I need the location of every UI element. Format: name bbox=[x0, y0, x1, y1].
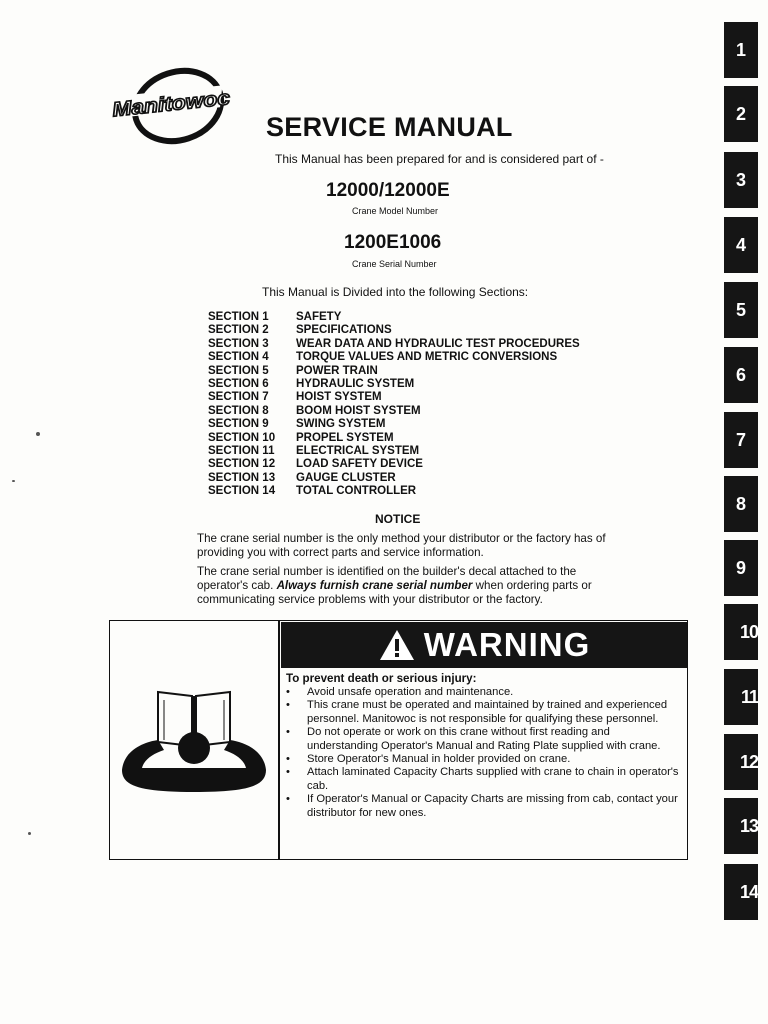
model-number-caption: Crane Model Number bbox=[352, 206, 439, 216]
warning-header bbox=[281, 622, 687, 668]
section-number: SECTION 3 bbox=[208, 337, 269, 350]
section-number: SECTION 14 bbox=[208, 485, 276, 498]
section-name: TORQUE VALUES AND METRIC CONVERSIONS bbox=[296, 351, 558, 364]
warning-item: • Avoid unsafe operation and maintenance. bbox=[286, 686, 682, 699]
section-row bbox=[208, 324, 580, 337]
warning-divider bbox=[278, 620, 280, 860]
section-name: LOAD SAFETY DEVICE bbox=[296, 458, 423, 471]
section-row bbox=[208, 351, 580, 364]
warning-heading: WARNING bbox=[423, 626, 591, 663]
section-name: SWING SYSTEM bbox=[296, 418, 386, 431]
section-row bbox=[208, 405, 580, 418]
warning-item: • Do not operate or work on this crane without first reading and understanding Operator's Manual and Rating Plate supplied with crane. bbox=[286, 726, 682, 753]
warning-item: • Attach laminated Capacity Charts supplied with crane to chain in operator's cab. bbox=[286, 766, 682, 793]
section-number: SECTION 7 bbox=[208, 391, 269, 404]
section-number: SECTION 4 bbox=[208, 351, 269, 364]
index-tab-14[interactable]: 14 bbox=[724, 864, 758, 920]
section-row bbox=[208, 458, 580, 471]
section-name: PROPEL SYSTEM bbox=[296, 431, 394, 444]
section-row bbox=[208, 378, 580, 391]
intro-text: This Manual has been prepared for and is considered part of - bbox=[275, 152, 604, 166]
section-number: SECTION 13 bbox=[208, 471, 276, 484]
manitowoc-logo bbox=[104, 66, 236, 148]
warning-triangle-icon bbox=[378, 628, 416, 662]
section-number: SECTION 10 bbox=[208, 431, 276, 444]
sections-intro: This Manual is Divided into the following Sections: bbox=[262, 285, 529, 299]
section-row bbox=[208, 445, 580, 458]
section-number: SECTION 2 bbox=[208, 324, 269, 337]
notice-emphasis: Always furnish crane serial number bbox=[276, 579, 473, 592]
section-number: SECTION 6 bbox=[208, 377, 269, 390]
serial-number-caption: Crane Serial Number bbox=[352, 259, 437, 269]
index-tab-11[interactable]: 11 bbox=[724, 669, 758, 725]
page-title: SERVICE MANUAL bbox=[266, 112, 513, 142]
warning-subheading: To prevent death or serious injury: bbox=[286, 672, 477, 685]
index-tab-6[interactable]: 6 bbox=[724, 347, 758, 403]
serial-number: 1200E1006 bbox=[344, 232, 442, 253]
section-number: SECTION 9 bbox=[208, 418, 269, 431]
section-name: BOOM HOIST SYSTEM bbox=[296, 404, 421, 417]
warning-item: • Store Operator's Manual in holder provided on crane. bbox=[286, 753, 682, 766]
section-name: HYDRAULIC SYSTEM bbox=[296, 377, 415, 390]
model-number: 12000/12000E bbox=[326, 180, 450, 201]
index-tab-12[interactable]: 12 bbox=[724, 734, 758, 790]
section-name: POWER TRAIN bbox=[296, 364, 378, 377]
warning-list bbox=[286, 686, 682, 820]
notice-paragraph-2 bbox=[197, 565, 617, 607]
notice-paragraph-2-start: The crane serial number is identified on the builder's decal attached to the operator's cab. bbox=[197, 565, 577, 592]
section-row bbox=[208, 365, 580, 378]
section-row bbox=[208, 485, 580, 498]
section-name: GAUGE CLUSTER bbox=[296, 471, 396, 484]
notice-paragraph-1: The crane serial number is the only method your distributor or the factory has of providing you with correct parts and service information. bbox=[197, 532, 606, 559]
section-list bbox=[208, 311, 580, 498]
section-name: ELECTRICAL SYSTEM bbox=[296, 444, 420, 457]
index-tab-3[interactable]: 3 bbox=[724, 152, 758, 208]
section-row bbox=[208, 311, 580, 324]
index-tab-7[interactable]: 7 bbox=[724, 412, 758, 468]
index-tab-4[interactable]: 4 bbox=[724, 217, 758, 273]
section-name: WEAR DATA AND HYDRAULIC TEST PROCEDURES bbox=[296, 337, 580, 350]
section-row bbox=[208, 472, 580, 485]
section-number: SECTION 11 bbox=[208, 444, 275, 457]
section-number: SECTION 1 bbox=[208, 311, 269, 323]
section-row bbox=[208, 338, 580, 351]
index-tab-5[interactable]: 5 bbox=[724, 282, 758, 338]
scan-speck bbox=[36, 432, 40, 436]
section-row bbox=[208, 418, 580, 431]
section-number: SECTION 8 bbox=[208, 404, 269, 417]
section-number: SECTION 5 bbox=[208, 364, 269, 377]
section-name: SAFETY bbox=[296, 311, 342, 323]
warning-item: • If Operator's Manual or Capacity Charts are missing from cab, contact your distributor for new ones. bbox=[286, 793, 682, 820]
reading-person-icon bbox=[118, 690, 270, 794]
section-name: TOTAL CONTROLLER bbox=[296, 485, 417, 498]
index-tab-1[interactable]: 1 bbox=[724, 22, 758, 78]
warning-item: • This crane must be operated and maintained by trained and experienced personnel. Manitowoc is not responsible for qualifying these personnel. bbox=[286, 699, 682, 726]
section-row bbox=[208, 391, 580, 404]
index-tab-9[interactable]: 9 bbox=[724, 540, 758, 596]
index-tab-2[interactable]: 2 bbox=[724, 86, 758, 142]
section-row bbox=[208, 432, 580, 445]
section-name: SPECIFICATIONS bbox=[296, 324, 392, 337]
notice-paragraph-2-end: when ordering parts or communicating service problems with your distributor or the factory. bbox=[197, 579, 592, 606]
scan-speck bbox=[28, 832, 31, 835]
index-tab-8[interactable]: 8 bbox=[724, 476, 758, 532]
index-tab-10[interactable]: 10 bbox=[724, 604, 758, 660]
section-name: HOIST SYSTEM bbox=[296, 391, 382, 404]
svg-text:Manitowoc: Manitowoc bbox=[111, 88, 217, 122]
notice-heading: NOTICE bbox=[375, 512, 421, 526]
section-number: SECTION 12 bbox=[208, 458, 276, 471]
scan-speck bbox=[12, 480, 15, 482]
index-tab-13[interactable]: 13 bbox=[724, 798, 758, 854]
